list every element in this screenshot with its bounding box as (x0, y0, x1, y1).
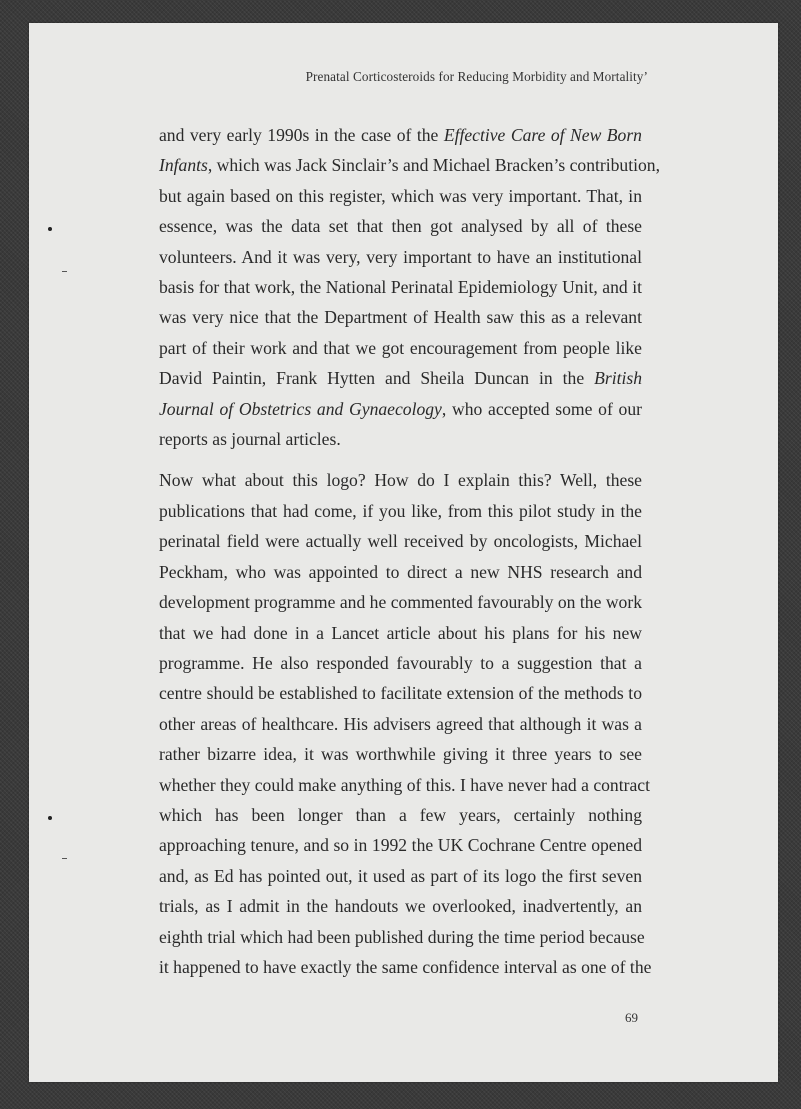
text-run: was very nice that the Department of Health saw this as a relevant (159, 307, 642, 328)
italic-title: Infants (159, 155, 208, 176)
text-line (159, 424, 642, 454)
text-run: whether they could make anything of this. I have never had a contract (159, 774, 650, 795)
italic-title: Effective Care of New Born (443, 125, 642, 145)
text-run: which has been longer than a few years, certainly nothing (159, 804, 642, 825)
text-line (159, 587, 642, 617)
paragraph (159, 465, 652, 982)
margin-mark (48, 227, 52, 231)
text-line (159, 618, 642, 648)
text-run: David Paintin, Frank Hytten and Sheila Duncan in the (159, 368, 595, 389)
text-run: part of their work and that we got encouragement from people like (159, 337, 642, 358)
text-line (159, 861, 642, 891)
text-run: trials, as I admit in the handouts we overlooked, inadvertently, an (159, 896, 642, 917)
text-line (159, 922, 645, 952)
text-run: and, as Ed has pointed out, it used as part of its logo the first seven (159, 865, 642, 886)
text-line (159, 181, 642, 211)
text-line (159, 496, 642, 526)
text-run: publications that had come, if you like, from this pilot study in the (159, 500, 642, 521)
text-run: eighth trial which had been published during the time period because (159, 926, 645, 947)
paragraph (159, 120, 660, 454)
text-run: reports as journal articles. (159, 429, 341, 450)
text-run: , which was Jack Sinclair’s and Michael Bracken’s contribution, (207, 155, 660, 176)
text-line (159, 120, 642, 150)
text-line (159, 526, 642, 556)
text-line (159, 678, 642, 708)
text-run: Peckham, who was appointed to direct a new NHS research and (159, 561, 642, 582)
text-line (159, 557, 642, 587)
text-line (159, 211, 642, 241)
italic-title: Journal of Obstetrics and Gynaecology (159, 398, 442, 419)
text-run: Now what about this logo? How do I explain this? Well, these (159, 470, 642, 491)
text-line (159, 394, 642, 424)
text-run: approaching tenure, and so in 1992 the UK Cochrane Centre opened (159, 835, 642, 856)
text-run: but again based on this register, which was very important. That, in (159, 185, 642, 206)
running-head: Prenatal Corticosteroids for Reducing Morbidity and Mortality’ (305, 69, 648, 84)
italic-title: British (594, 368, 642, 389)
text-line (159, 465, 642, 495)
text-run: development programme and he commented favourably on the work (159, 592, 642, 613)
margin-tick (62, 271, 67, 272)
margin-tick (62, 858, 67, 859)
text-line (159, 242, 642, 272)
text-line (159, 648, 642, 678)
text-line (159, 333, 642, 363)
text-run: programme. He also responded favourably to a suggestion that a (159, 652, 642, 673)
text-line (159, 150, 660, 180)
text-run: centre should be established to facilitate extension of the methods to (159, 683, 642, 704)
text-line (159, 830, 642, 860)
text-line (159, 302, 642, 332)
text-run: perinatal field were actually well received by oncologists, Michael (159, 531, 642, 552)
text-run: that we had done in a Lancet article about his plans for his new (159, 622, 642, 643)
book-page (29, 23, 778, 1082)
text-line (159, 952, 652, 982)
text-run: volunteers. And it was very, very important to have an institutional (159, 246, 642, 267)
text-line (159, 363, 642, 393)
text-line (159, 709, 642, 739)
margin-mark (48, 816, 52, 820)
text-run: basis for that work, the National Perinatal Epidemiology Unit, and it (159, 277, 642, 298)
text-line (159, 272, 642, 302)
text-line (159, 891, 642, 921)
text-line (159, 770, 650, 800)
text-run: other areas of healthcare. His advisers agreed that although it was a (159, 713, 642, 734)
text-run: , who accepted some of our (441, 398, 642, 419)
text-run: rather bizarre idea, it was worthwhile giving it three years to see (159, 744, 642, 765)
text-run: and very early 1990s in the case of the (159, 125, 444, 145)
page-number: 69 (625, 1010, 638, 1025)
text-line (159, 800, 642, 830)
text-run: it happened to have exactly the same confidence interval as one of the (159, 956, 652, 977)
text-line (159, 739, 642, 769)
text-run: essence, was the data set that then got analysed by all of these (159, 216, 642, 237)
body-text (159, 120, 660, 982)
